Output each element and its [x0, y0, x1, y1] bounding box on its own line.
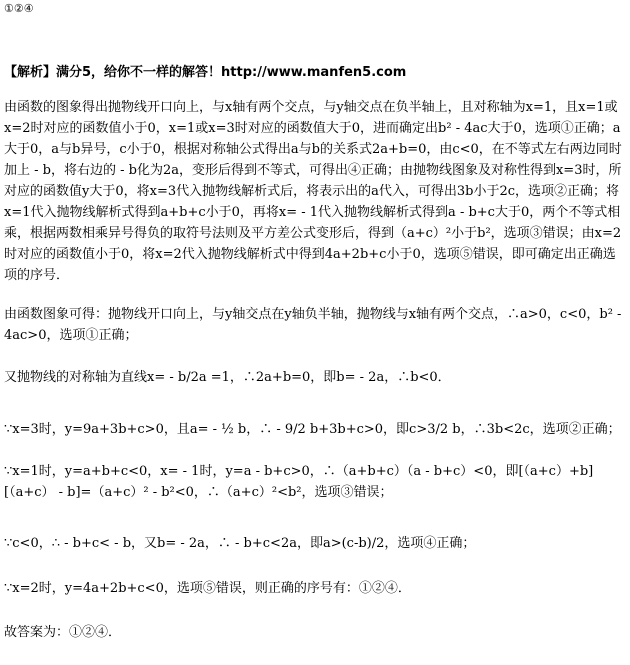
- solution-paragraph-2: 又抛物线的对称轴为直线x= - b/2a =1，∴2a+b=0，即b= - 2a，∴b<0．: [4, 370, 451, 385]
- solution-paragraph-1: 由函数图象可得：抛物线开口向上，与y轴交点在y轴负半轴，抛物线与x轴有两个交点，∴a>0，c<0，b² - 4ac>0，选项①正确；: [4, 307, 622, 343]
- final-answer: 故答案为：①②④．: [4, 625, 122, 640]
- solution-paragraph-6: ∵x=2时，y=4a+2b+c<0，选项⑤错误，则正确的序号有：①②④．: [4, 581, 411, 596]
- analysis-header: 【解析】满分5，给你不一样的解答！http://www.manfen5.com: [4, 65, 407, 80]
- solution-paragraph-5: ∵c<0，∴ - b+c< - b，又b= - 2a，∴ - b+c<2a，即a>(c-b)/2，选项④正确；: [4, 536, 476, 551]
- analysis-paragraph: 由函数的图象得出抛物线开口向上，与x轴有两个交点，与y轴交点在负半轴上，且对称轴为x=1，且x=1或x=2时对应的函数值小于0，x=1或x=3时对应的函数值大于0，进而确定出b² - 4ac大于0，选项①正确；a大于0，a与b异号，c小于0，根据对称轴公式得出a与b的关系式2a+b=0，由c<0，在不等式左右两边同时加上 - b，将右边的 - b化为2a，变形后得到不等式，可得出④正确；由抛物线图象及对称性得到x=3时，所对应的函数值y大于0，将x=3代入抛物线解析式后，将表示出的a代入，可得出3b小于2c，选项②正确；将x=1代入抛物线解析式得到a+b+c小于0，再将x= - 1代入抛物线解析式得到a - b+c大于0，两个不等式相乘，根据两数相乘异号得负的取符号法则及平方差公式变形后，得到（a+c）²小于b²，选项③错误；由x=2时对应的函数值小于0，将x=2代入抛物线解析式中得到4a+2b+c小于0，选项⑤错误，即可确定出正确选项的序号．: [4, 100, 622, 283]
- solution-paragraph-3: ∵x=3时，y=9a+3b+c>0，且a= - ½ b，∴ - 9/2 b+3b+c>0，即c>3/2 b，∴3b<2c，选项②正确；: [4, 422, 621, 437]
- solution-paragraph-4: ∵x=1时，y=a+b+c<0，x= - 1时，y=a - b+c>0，∴（a+b+c）（a - b+c）<0，即[（a+c）+b][（a+c） - b]=（a+c）² - b²<0，∴（a+c）²<b²，选项③错误；: [4, 464, 594, 500]
- answer-summary: ①②④: [4, 2, 34, 15]
